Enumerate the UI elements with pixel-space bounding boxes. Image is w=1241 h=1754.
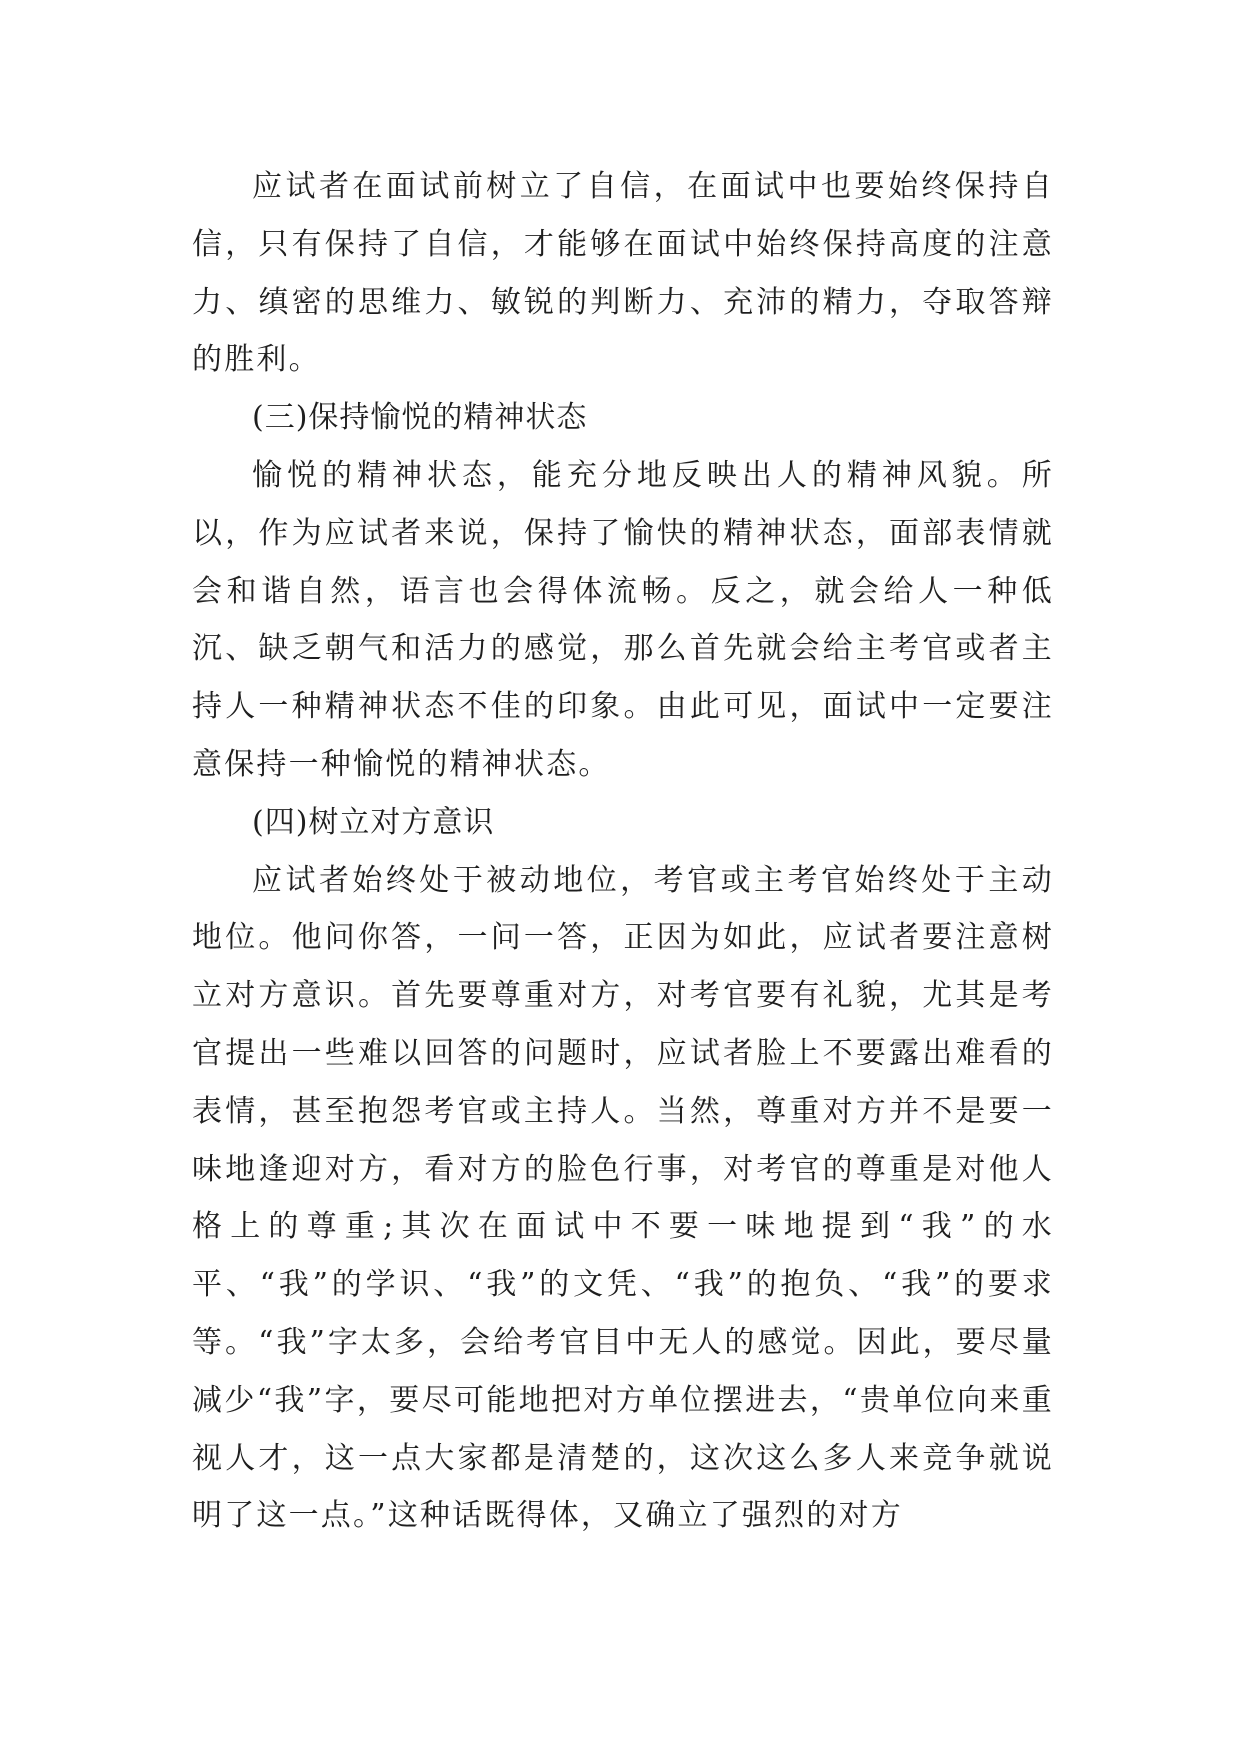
paragraph-other-awareness: 应试者始终处于被动地位，考官或主考官始终处于主动地位。他问你答，一问一答，正因为如此，应试者要注意树立对方意识。首先要尊重对方，对考官要有礼貌，尤其是考官提出一些难以回答的问题时，应试者脸上不要露出难看的表情，甚至抱怨考官或主持人。当然，尊重对方并不是要一味地逢迎对方，看对方的脸色行事，对考官的尊重是对他人格上的尊重;其次在面试中不要一味地提到“我”的水平、“我”的学识、“我”的文凭、“我”的抱负、“我”的要求等。“我”字太多，会给考官目中无人的感觉。因此，要尽量减少“我”字，要尽可能地把对方单位摆进去，“贵单位向来重视人才，这一点大家都是清楚的，这次这么多人来竞争就说明了这一点。”这种话既得体，又确立了强烈的对方 bbox=[192, 862, 1054, 1534]
paragraph-pleasant-state: 愉悦的精神状态，能充分地反映出人的精神风貌。所以，作为应试者来说，保持了愉快的精神状态，面部表情就会和谐自然，语言也会得体流畅。反之，就会给人一种低沉、缺乏朝气和活力的感觉，那么首先就会给主考官或者主持人一种精神状态不佳的印象。由此可见，面试中一定要注意保持一种愉悦的精神状态。 bbox=[192, 457, 1054, 782]
paragraph-confidence: 应试者在面试前树立了自信，在面试中也要始终保持自信，只有保持了自信，才能够在面试中始终保持高度的注意力、缜密的思维力、敏锐的判断力、充沛的精力，夺取答辩的胜利。 bbox=[192, 169, 1054, 378]
section-heading-4: (四)树立对方意识 bbox=[252, 804, 495, 840]
document-body bbox=[192, 158, 1054, 1545]
section-heading-3: (三)保持愉悦的精神状态 bbox=[252, 400, 588, 436]
